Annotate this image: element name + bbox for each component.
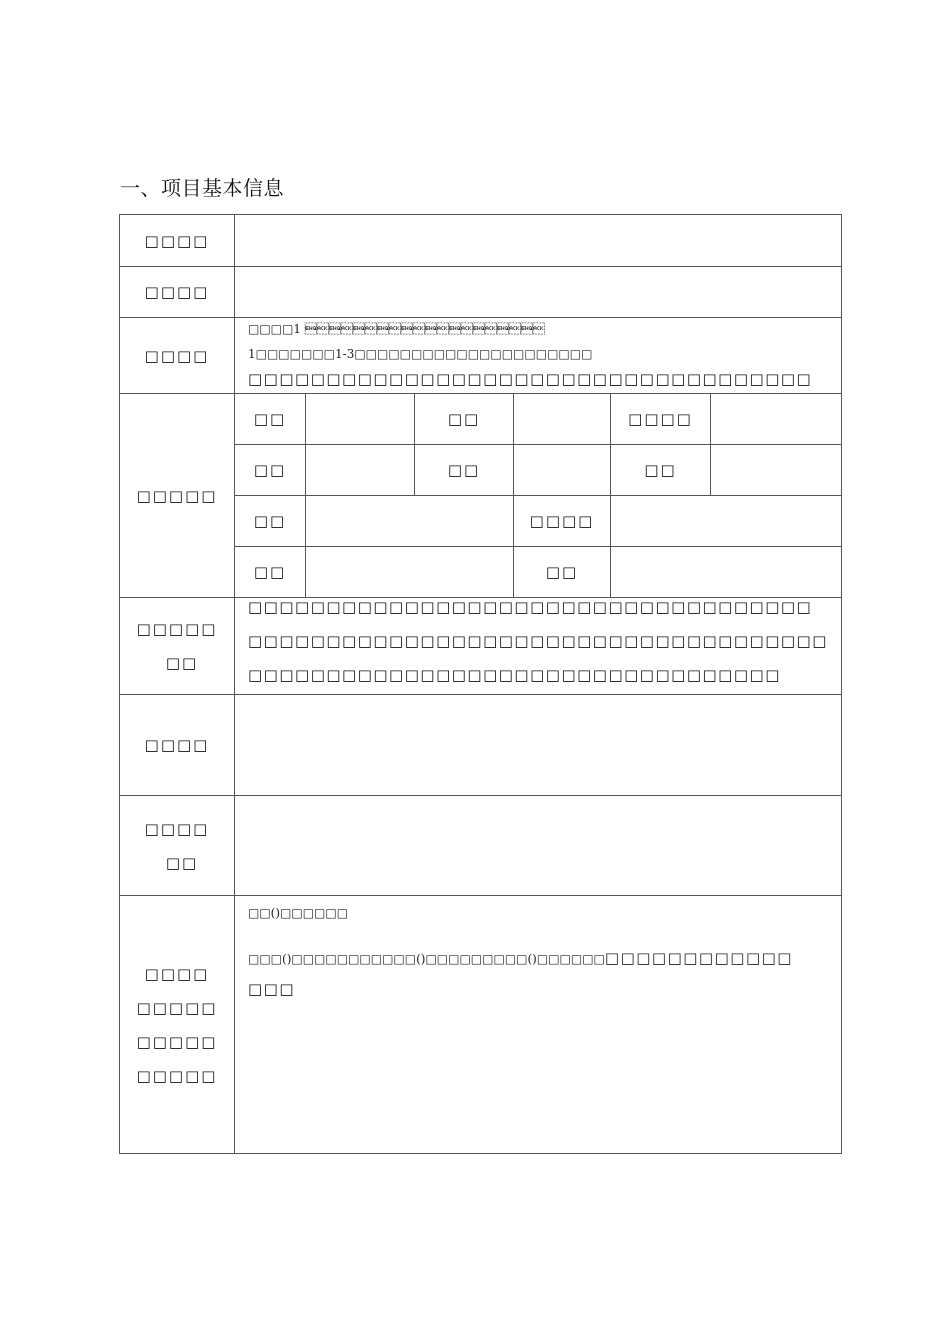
- contact-b4-field[interactable]: [610, 546, 842, 598]
- section-heading: 一、项目基本信息: [120, 176, 284, 200]
- contact-a3-label: □□: [234, 495, 306, 547]
- row6-label: □□□□: [119, 694, 235, 796]
- contact-a1-field[interactable]: [305, 393, 415, 445]
- contact-c2-field[interactable]: [710, 444, 842, 496]
- row1-label: □□□□: [119, 214, 235, 267]
- contact-b1-label: □□: [414, 393, 514, 445]
- row5-line-3: □□□□□□□□□□□□□□□□□□□□□□□□□□□□□□□□□□: [248, 666, 781, 684]
- contact-a4-field[interactable]: [305, 546, 514, 598]
- row8-line-2: □□□()□□□□□□□□□□□()□□□□□□□□□()□□□□□□□□□□□□□□□□□□: [248, 949, 793, 967]
- contact-label: □□□□□: [119, 393, 235, 598]
- row8-line-3: □□□: [248, 980, 296, 998]
- row3-line-2: 1□□□□□□□1-3□□□□□□□□□□□□□□□□□□□□□: [248, 347, 593, 361]
- contact-b3-label: □□□□: [513, 495, 611, 547]
- contact-c2-label: □□: [610, 444, 711, 496]
- row1-value-field[interactable]: [234, 214, 842, 267]
- row7-value-field[interactable]: [234, 795, 842, 896]
- contact-a2-label: □□: [234, 444, 306, 496]
- row8-value-field[interactable]: [234, 895, 842, 1154]
- row5-line-1: □□□□□□□□□□□□□□□□□□□□□□□□□□□□□□□□□□□□: [248, 598, 813, 616]
- contact-b2-field[interactable]: [513, 444, 611, 496]
- row5-value-field[interactable]: [234, 597, 842, 695]
- contact-c1-label: □□□□: [610, 393, 711, 445]
- row3-label: □□□□: [119, 317, 235, 394]
- contact-b2-label: □□: [414, 444, 514, 496]
- contact-b4-label: □□: [513, 546, 611, 598]
- row2-value-field[interactable]: [234, 266, 842, 318]
- contact-a2-field[interactable]: [305, 444, 415, 496]
- row7-label: □□□□ □□: [119, 795, 235, 896]
- row5-label: □□□□□ □□: [119, 597, 235, 695]
- row2-label: □□□□: [119, 266, 235, 318]
- row8-label: □□□□ □□□□□ □□□□□ □□□□□: [119, 895, 235, 1154]
- row3-line-3: □□□□□□□□□□□□□□□□□□□□□□□□□□□□□□□□□□□□: [248, 370, 813, 388]
- project-info-table: [119, 214, 842, 1154]
- row8-line-1: □□()□□□□□□: [248, 906, 349, 920]
- contact-a4-label: □□: [234, 546, 306, 598]
- contact-a3-field[interactable]: [305, 495, 514, 547]
- row3-line-1: □□□□1 : [248, 322, 545, 336]
- contact-a1-label: □□: [234, 393, 306, 445]
- row5-line-2: □□□□□□□□□□□□□□□□□□□□□□□□□□□□□□□□□□□□□: [248, 632, 828, 650]
- contact-c1-field[interactable]: [710, 393, 842, 445]
- row6-value-field[interactable]: [234, 694, 842, 796]
- contact-b1-field[interactable]: [513, 393, 611, 445]
- row3-value-field[interactable]: [234, 317, 842, 394]
- contact-b3-field[interactable]: [610, 495, 842, 547]
